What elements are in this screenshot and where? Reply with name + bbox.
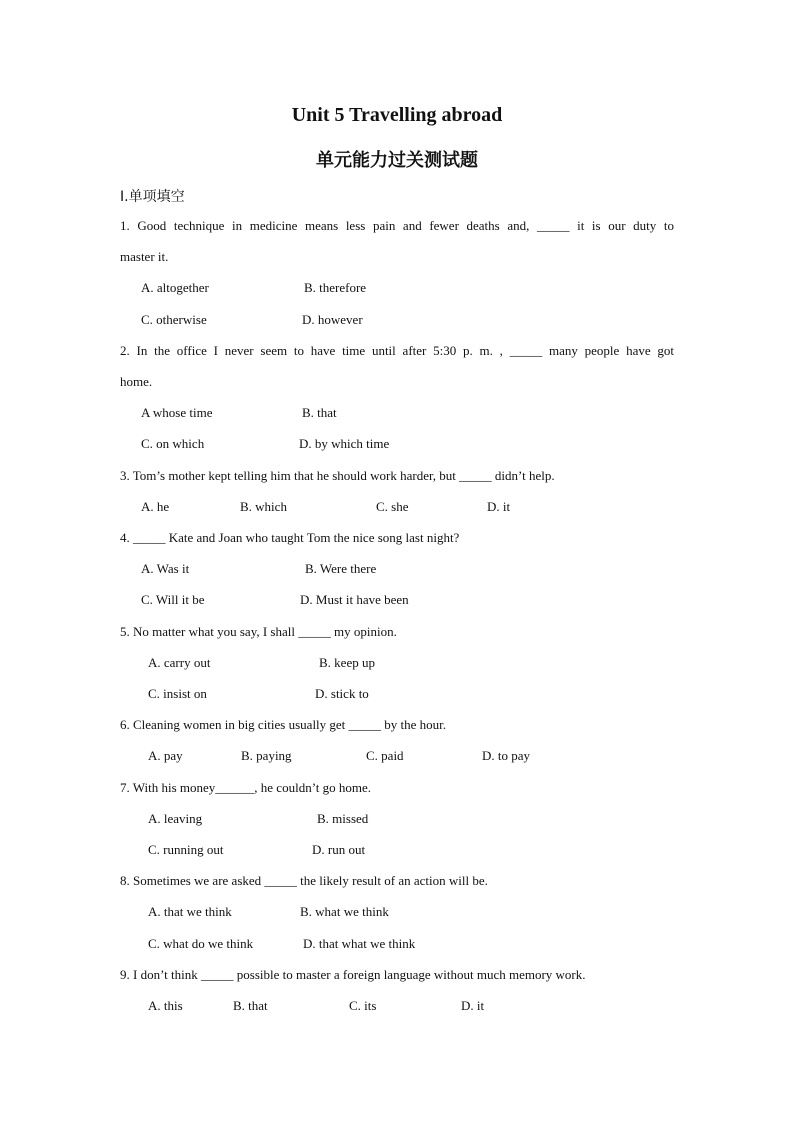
question-4-option-b: B. Were there	[305, 561, 377, 576]
question-2-option-a: A whose time	[141, 405, 213, 420]
question-8-option-b: B. what we think	[300, 904, 389, 919]
question-9-option-d: D. it	[461, 998, 485, 1013]
question-8-option-a: A. that we think	[148, 904, 232, 919]
question-5-option-b: B. keep up	[319, 655, 375, 670]
question-8-stem: 8. Sometimes we are asked _____ the likely result of an action will be.	[120, 873, 488, 888]
question-2-option-c: C. on which	[141, 436, 205, 451]
question-7-option-a: A. leaving	[148, 811, 203, 826]
question-7-stem: 7. With his money______, he couldn’t go home.	[120, 780, 372, 795]
question-5-option-a: A. carry out	[148, 655, 211, 670]
question-3-stem: 3. Tom’s mother kept telling him that he should work harder, but _____ didn’t help.	[120, 468, 555, 483]
question-3-option-c: C. she	[376, 499, 409, 514]
question-9-option-a: A. this	[148, 998, 183, 1013]
question-1-option-c: C. otherwise	[141, 312, 207, 327]
document-subtitle: 单元能力过关测试题	[316, 150, 478, 171]
question-6-option-a: A. pay	[148, 748, 183, 763]
question-9-stem: 9. I don’t think _____ possible to master a foreign language without much memory work.	[120, 967, 586, 982]
section-heading: Ⅰ.单项填空	[120, 189, 185, 205]
question-2-stem-continued: home.	[120, 374, 153, 389]
question-7-option-d: D. run out	[312, 842, 366, 857]
question-6-option-b: B. paying	[241, 748, 292, 763]
question-5-option-c: C. insist on	[148, 686, 207, 701]
question-6-option-d: D. to pay	[482, 748, 531, 763]
question-5-option-d: D. stick to	[315, 686, 369, 701]
question-3-option-a: A. he	[141, 499, 170, 514]
question-2-stem: 2. In the office I never seem to have time until after 5:30 p. m. , _____ many people have got	[120, 343, 674, 358]
question-3-option-b: B. which	[240, 499, 287, 514]
question-7-option-b: B. missed	[317, 811, 369, 826]
question-8-option-c: C. what do we think	[148, 936, 254, 951]
question-4-option-d: D. Must it have been	[300, 592, 409, 607]
question-6-stem: 6. Cleaning women in big cities usually get _____ by the hour.	[120, 717, 447, 732]
question-4-option-c: C. Will it be	[141, 592, 205, 607]
question-4-stem: 4. _____ Kate and Joan who taught Tom the nice song last night?	[120, 530, 460, 545]
question-1-stem-continued: master it.	[120, 249, 169, 264]
document-title: Unit 5 Travelling abroad	[291, 104, 503, 126]
question-2-option-d: D. by which time	[299, 436, 390, 451]
question-3-option-d: D. it	[487, 499, 511, 514]
question-1-option-b: B. therefore	[304, 280, 367, 295]
question-1-option-d: D. however	[302, 312, 363, 327]
question-5-stem: 5. No matter what you say, I shall _____ my opinion.	[120, 624, 397, 639]
question-9-option-c: C. its	[349, 998, 377, 1013]
question-7-option-c: C. running out	[148, 842, 224, 857]
question-9-option-b: B. that	[233, 998, 268, 1013]
question-4-option-a: A. Was it	[141, 561, 190, 576]
question-1-option-a: A. altogether	[141, 280, 209, 295]
question-8-option-d: D. that what we think	[303, 936, 416, 951]
question-6-option-c: C. paid	[366, 748, 404, 763]
question-2-option-b: B. that	[302, 405, 337, 420]
question-1-stem: 1. Good technique in medicine means less pain and fewer deaths and, _____ it is our duty to	[120, 218, 674, 233]
